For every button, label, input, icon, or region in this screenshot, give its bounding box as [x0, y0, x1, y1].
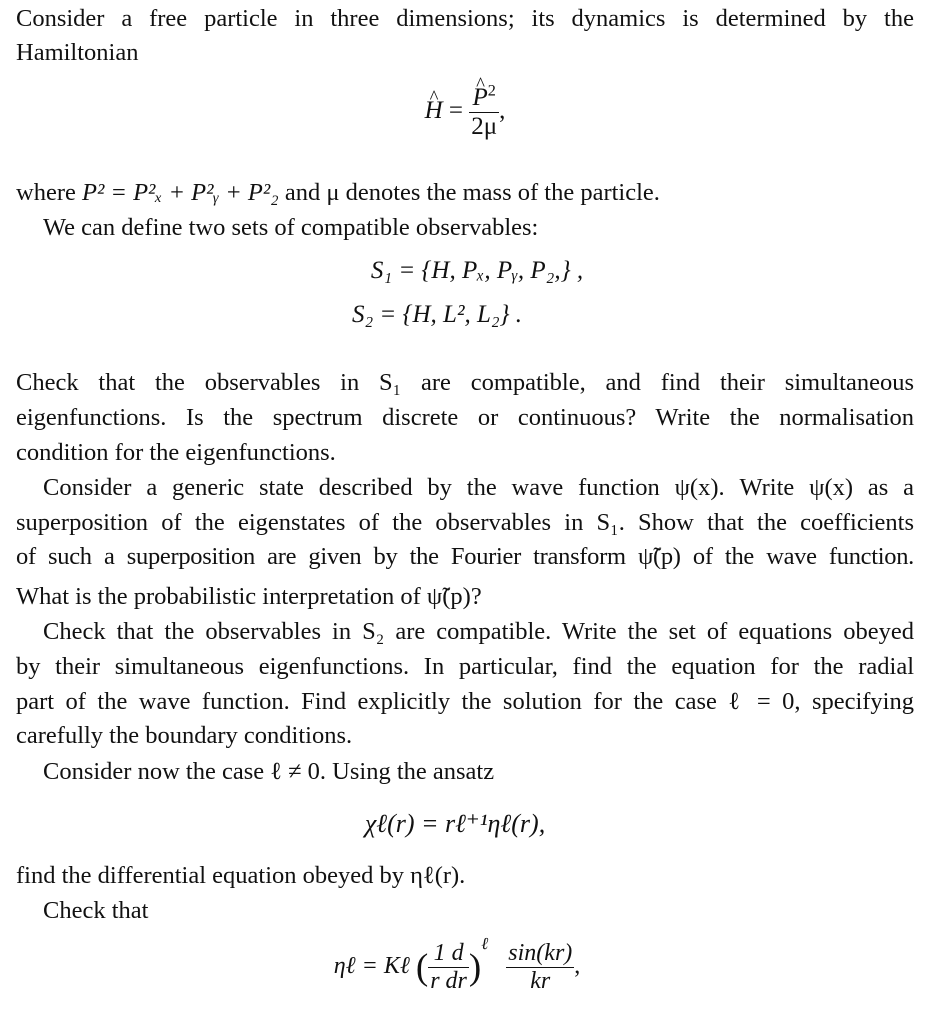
equation-solution: ηℓ = Kℓ ( $\frac{1 d}{\text{r dr}}$ )$^\ell$ $\frac{\sin(kr)}{kr}$ , — [333, 933, 581, 994]
hamiltonian-symbol: ^ H — [425, 97, 443, 125]
paragraph-2-line-2: eigenfunctions. Is the spectrum discrete or continuous? Write the normalisation — [16, 404, 914, 431]
paragraph-3-line-1: Consider a generic state described by the wave function ψ(x). Write ψ(x) as a — [43, 474, 914, 501]
paragraph-2-line-3: condition for the eigenfunctions. — [16, 439, 336, 466]
paragraph-1-line-1: Consider a free particle in three dimensions; its dynamics is determined by the — [16, 5, 914, 32]
check-that: Check that — [43, 897, 149, 924]
paragraph-2-line-1: Check that the observables in S₁ are compatible, and find their simultaneous — [16, 369, 914, 396]
equation-set-s2: S₂ = {H, L², L₂} . — [351, 301, 523, 328]
where-line: where P² = P²ₓ + P²ᵧ + P²₂ and μ denotes the mass of the particle. — [16, 179, 660, 206]
paragraph-4-line-1: Check that the observables in S₂ are compatible. Write the set of equations obeyed — [43, 618, 914, 645]
paragraph-3-line-4: What is the probabilistic interpretation of ψ̃(p)? — [16, 583, 482, 610]
paragraph-5: Consider now the case ℓ ≠ 0. Using the ansatz — [43, 758, 495, 785]
paragraph-3-line-2: superposition of the eigenstates of the observables in S₁. Show that the coefficients — [16, 509, 914, 536]
equation-hamiltonian: ^ H = ^ $\frac{P^2}{2\mu}$ , — [16, 84, 914, 141]
equation-ansatz: χℓ(r) = rℓ⁺¹ηℓ(r), — [364, 809, 546, 838]
paragraph-6: find the differential equation obeyed by ηℓ(r). — [16, 862, 466, 889]
paragraph-4-line-3: part of the wave function. Find explicitly the solution for the case ℓ = 0, specifying — [16, 688, 914, 715]
hamiltonian-fraction: ^ $\frac{P^2}{2\mu}$ — [469, 84, 499, 141]
paragraph-3-line-3: of such a superposition are given by the Fourier transform ψ̃(p) of the wave function. — [16, 543, 914, 570]
sinc-fraction: $\frac{\sin(kr)}{kr}$ — [508, 940, 573, 994]
equation-set-s1: S₁ = {H, Pₓ, Pᵧ, P₂,} , — [370, 257, 584, 284]
differential-operator: $\frac{1 d}{\text{r dr}}$ — [430, 940, 467, 994]
momentum-definition: P² = P²ₓ + P²ᵧ + P²₂ — [81, 179, 279, 206]
sets-intro: We can define two sets of compatible observables: — [43, 214, 539, 241]
paragraph-4-line-2: by their simultaneous eigenfunctions. In particular, find the equation for the radial — [16, 653, 914, 680]
paragraph-4-line-4: carefully the boundary conditions. — [16, 722, 353, 749]
paragraph-1-line-2: Hamiltonian — [16, 39, 139, 66]
